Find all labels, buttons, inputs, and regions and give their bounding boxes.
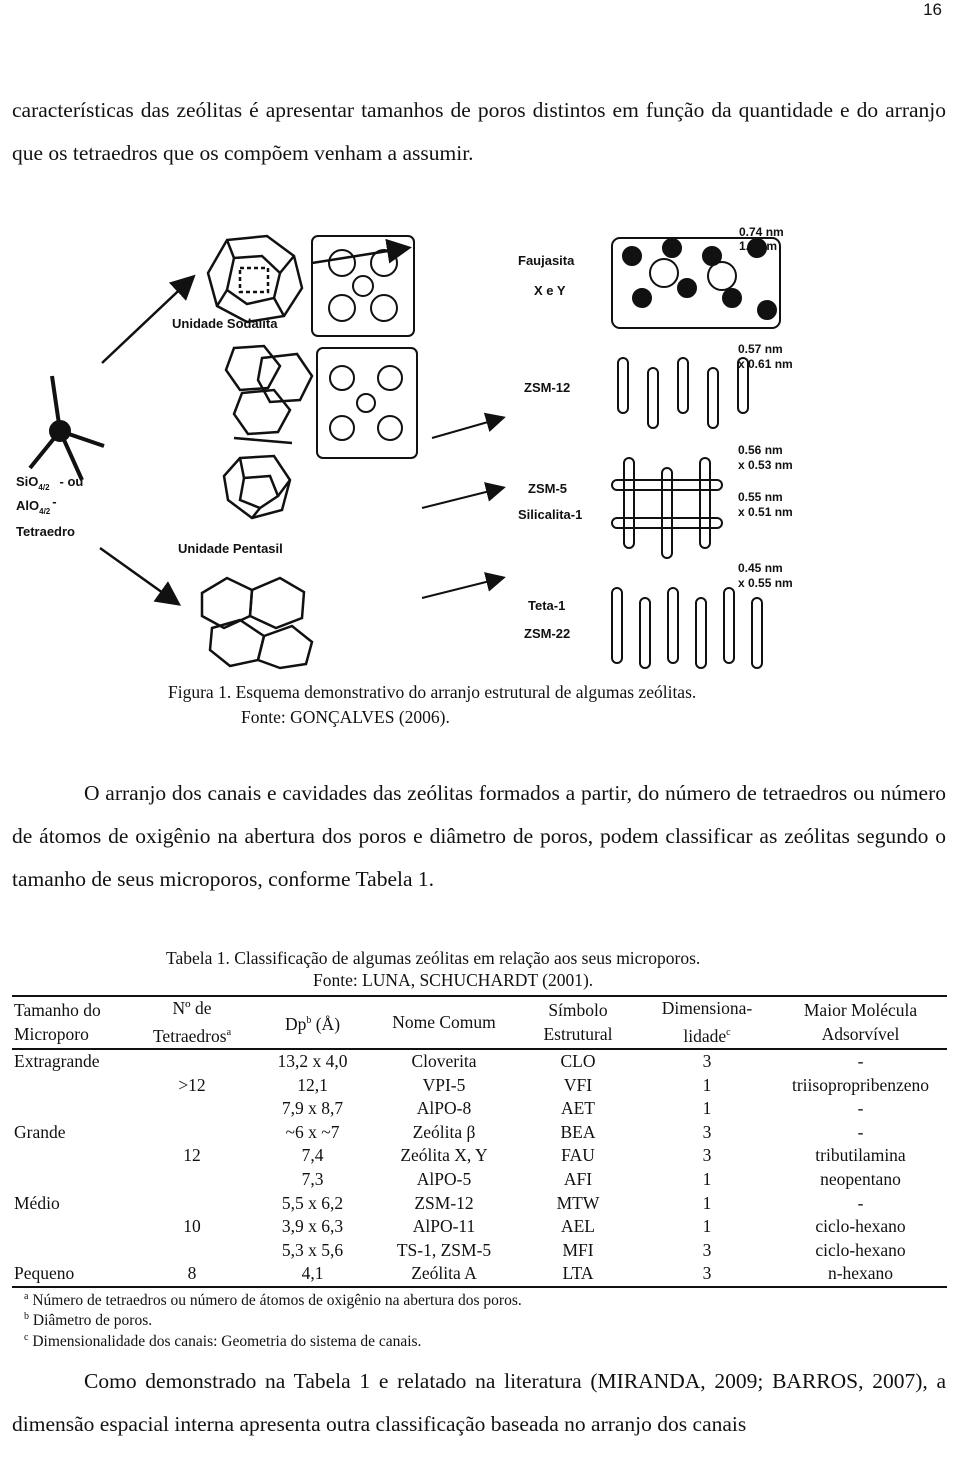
header-tetrahedra: Nº de Tetraedros$^a$ <box>152 998 232 1046</box>
zsm12-channels-icon <box>618 358 748 428</box>
page-number: 16 <box>923 0 942 19</box>
cell-dimensionality: 3 <box>702 1121 712 1142</box>
table-row <box>12 1192 947 1216</box>
table-row <box>12 1074 947 1098</box>
cell-structural-symbol: AEL <box>560 1216 596 1237</box>
cell-largest-molecule: tributilamina <box>815 1145 906 1166</box>
cell-pore-diameter: 12,1 <box>297 1074 328 1095</box>
tetrahedron-label: Tetraedro <box>16 524 75 539</box>
header-largest-molecule: Maior Molécula Adsorvível <box>803 999 918 1044</box>
cell-tetrahedra <box>131 1192 253 1216</box>
silicalite-label: Silicalita-1 <box>518 507 583 522</box>
zeolite-classification-table <box>12 995 947 1288</box>
cell-pore-diameter: 3,9 x 6,3 <box>281 1216 344 1237</box>
cell-pore-size <box>12 1239 131 1263</box>
cell-pore-diameter: ~6 x ~7 <box>285 1121 340 1142</box>
cell-largest-molecule: - <box>857 1051 864 1072</box>
arrow-to-faujasite <box>312 248 407 263</box>
cell-largest-molecule: ciclo-hexano <box>815 1216 906 1237</box>
cell-common-name: Zeólita X, Y <box>400 1145 488 1166</box>
intro-paragraph: características das zeólitas é apresentar tamanhos de poros distintos em função da quantidade e do arranjo que os tetraedros que os compõem venham a assumir. <box>12 98 946 165</box>
figure-source: Fonte: GONÇALVES (2006). <box>241 707 450 727</box>
teta1-dimension-2: x 0.55 nm <box>738 576 793 590</box>
cell-pore-diameter: 5,3 x 5,6 <box>281 1239 344 1260</box>
table-row <box>12 1144 947 1168</box>
cell-tetrahedra <box>131 1239 253 1263</box>
cell-dimensionality: 1 <box>702 1168 712 1189</box>
sodalite-unit-icon <box>208 236 302 322</box>
cell-pore-size <box>12 1168 131 1192</box>
cell-structural-symbol: AFI <box>563 1168 593 1189</box>
cell-largest-molecule: triisopropribenzeno <box>791 1074 930 1095</box>
closing-paragraph: Como demonstrado na Tabela 1 e relatado na literatura (MIRANDA, 2009; BARROS, 2007), a dimensão espacial interna apresenta outra classificação baseada no arranjo dos canais <box>12 1369 946 1436</box>
cell-common-name: AlPO-8 <box>416 1098 472 1119</box>
zsm5-channels-icon <box>612 458 722 558</box>
teta1-channels-icon <box>612 588 762 668</box>
cell-pore-size: Pequeno <box>14 1263 75 1284</box>
cell-largest-molecule: - <box>857 1121 864 1142</box>
cell-pore-diameter: 7,9 x 8,7 <box>281 1098 344 1119</box>
arrow-to-zsm5 <box>422 488 502 508</box>
cell-pore-size: Grande <box>14 1121 66 1142</box>
cell-structural-symbol: VFI <box>563 1074 593 1095</box>
cell-tetrahedra: 10 <box>183 1216 201 1237</box>
cell-common-name: Zeólita A <box>411 1263 477 1284</box>
cell-pore-diameter: 7,3 <box>301 1168 324 1189</box>
pentasil-label: Unidade Pentasil <box>178 541 283 556</box>
table-caption: Tabela 1. Classificação de algumas zeólitas em relação aos seus microporos. <box>166 948 701 968</box>
cell-dimensionality: 1 <box>702 1074 712 1095</box>
zsm12-label: ZSM-12 <box>524 380 571 395</box>
cell-common-name: TS-1, ZSM-5 <box>396 1239 492 1260</box>
zsm5-dimension-2: x 0.53 nm <box>738 458 793 472</box>
cell-pore-size <box>12 1215 131 1239</box>
cell-pore-size <box>12 1097 131 1121</box>
faujasite-xy-label: X e Y <box>534 283 566 298</box>
cell-pore-size: Extragrande <box>14 1051 100 1072</box>
alo-label: AlO$_{4/2}$- <box>16 494 57 516</box>
cell-structural-symbol: AET <box>560 1098 596 1119</box>
cell-common-name: VPI-5 <box>422 1074 466 1095</box>
cell-largest-molecule: neopentano <box>820 1168 901 1189</box>
zeolite-structure-figure <box>12 218 802 670</box>
cell-dimensionality: 3 <box>702 1145 712 1166</box>
zsm22-label: ZSM-22 <box>524 626 571 641</box>
header-common-name: Nome Comum <box>392 1011 496 1032</box>
header-structural-symbol: Símbolo Estrutural <box>543 999 613 1044</box>
cell-pore-size: Médio <box>14 1192 60 1213</box>
footnote-c: $^c$ Dimensionalidade dos canais: Geometria do sistema de canais. <box>24 1332 422 1351</box>
cell-common-name: AlPO-5 <box>416 1168 472 1189</box>
cell-pore-diameter: 13,2 x 4,0 <box>277 1051 348 1072</box>
faujasite-dimension-2: 1.3 nm <box>739 239 778 253</box>
cell-common-name: Cloverita <box>411 1051 477 1072</box>
cell-largest-molecule: - <box>857 1098 864 1119</box>
cell-structural-symbol: BEA <box>560 1121 596 1142</box>
header-dimensionality: Dimensiona- lidade$^c$ <box>661 998 753 1046</box>
cell-tetrahedra <box>131 1168 253 1192</box>
arrow-to-pentasil <box>100 548 177 603</box>
arrow-to-zsm12 <box>432 418 502 438</box>
cell-pore-diameter: 7,4 <box>301 1145 324 1166</box>
footnote-b: $^b$ Diâmetro de poros. <box>24 1311 153 1330</box>
figure-caption: Figura 1. Esquema demonstrativo do arranjo estrutural de algumas zeólitas. <box>168 682 697 702</box>
cell-dimensionality: 1 <box>702 1216 712 1237</box>
tetrahedron-icon <box>30 376 104 480</box>
table-row <box>12 1215 947 1239</box>
cell-pore-diameter: 5,5 x 6,2 <box>281 1192 344 1213</box>
cell-common-name: AlPO-11 <box>412 1216 476 1237</box>
table-header-row <box>12 996 947 1049</box>
cell-dimensionality: 3 <box>702 1239 712 1260</box>
table-row <box>12 1262 947 1287</box>
zeolite-framework-icon <box>312 236 417 458</box>
cell-tetrahedra <box>131 1049 253 1074</box>
cell-dimensionality: 1 <box>702 1098 712 1119</box>
sodalite-label: Unidade Sodalita <box>172 316 278 331</box>
table-row <box>12 1121 947 1145</box>
pentasil-chain-icon <box>202 578 312 668</box>
pentasil-unit-icon <box>224 456 290 518</box>
zsm5-label: ZSM-5 <box>528 481 567 496</box>
table-body <box>12 1049 947 1287</box>
zsm5-dimension-4: x 0.51 nm <box>738 505 793 519</box>
sio-label: SiO$_{4/2}$ - ou <box>16 474 84 492</box>
cell-pore-size <box>12 1144 131 1168</box>
cell-tetrahedra: 12 <box>183 1145 201 1166</box>
zsm12-dimension-1: 0.57 nm <box>738 342 783 356</box>
cell-largest-molecule: ciclo-hexano <box>815 1239 906 1260</box>
cell-structural-symbol: MFI <box>562 1239 594 1260</box>
footnote-a: $^a$ Número de tetraedros ou número de átomos de oxigênio na abertura dos poros. <box>24 1291 522 1310</box>
classification-paragraph: O arranjo dos canais e cavidades das zeólitas formados a partir, do número de tetraedros ou número de átomos de oxigênio na abertura dos poros e diâmetro de poros, podem classificar as zeólitas segundo o tamanho de seus microporos, conforme Tabela 1. <box>12 781 946 891</box>
arrow-to-teta1 <box>422 578 502 598</box>
cell-tetrahedra: 8 <box>187 1263 197 1284</box>
sodalite-chain-icon <box>226 346 312 443</box>
cell-dimensionality: 1 <box>702 1192 712 1213</box>
cell-tetrahedra <box>131 1121 253 1145</box>
cell-dimensionality: 3 <box>702 1051 712 1072</box>
cell-largest-molecule: n-hexano <box>827 1263 894 1284</box>
table-row <box>12 1097 947 1121</box>
zsm5-dimension-1: 0.56 nm <box>738 443 783 457</box>
cell-tetrahedra: >12 <box>178 1074 206 1095</box>
faujasite-label: Faujasita <box>518 253 575 268</box>
cell-pore-size <box>12 1074 131 1098</box>
zsm5-dimension-3: 0.55 nm <box>738 490 783 504</box>
header-pore-size: Tamanho do Microporo <box>14 999 101 1044</box>
teta1-label: Teta-1 <box>528 598 566 613</box>
cell-tetrahedra <box>131 1097 253 1121</box>
table-row <box>12 1049 947 1074</box>
cell-structural-symbol: CLO <box>560 1051 596 1072</box>
cell-largest-molecule: - <box>857 1192 864 1213</box>
table-source: Fonte: LUNA, SCHUCHARDT (2001). <box>313 970 594 990</box>
cell-structural-symbol: FAU <box>561 1145 595 1166</box>
table-row <box>12 1168 947 1192</box>
cell-structural-symbol: LTA <box>562 1263 594 1284</box>
cell-dimensionality: 3 <box>702 1263 712 1284</box>
cell-common-name: ZSM-12 <box>414 1192 474 1213</box>
cell-pore-diameter: 4,1 <box>301 1263 324 1284</box>
cell-common-name: Zeólita β <box>412 1121 476 1142</box>
faujasite-dimension-1: 0.74 nm <box>739 225 784 239</box>
cell-structural-symbol: MTW <box>556 1192 600 1213</box>
table-row <box>12 1239 947 1263</box>
zsm12-dimension-2: x 0.61 nm <box>738 357 793 371</box>
teta1-dimension-1: 0.45 nm <box>738 561 783 575</box>
header-pore-diameter: Dp$^b$ (Å) <box>284 1013 341 1034</box>
